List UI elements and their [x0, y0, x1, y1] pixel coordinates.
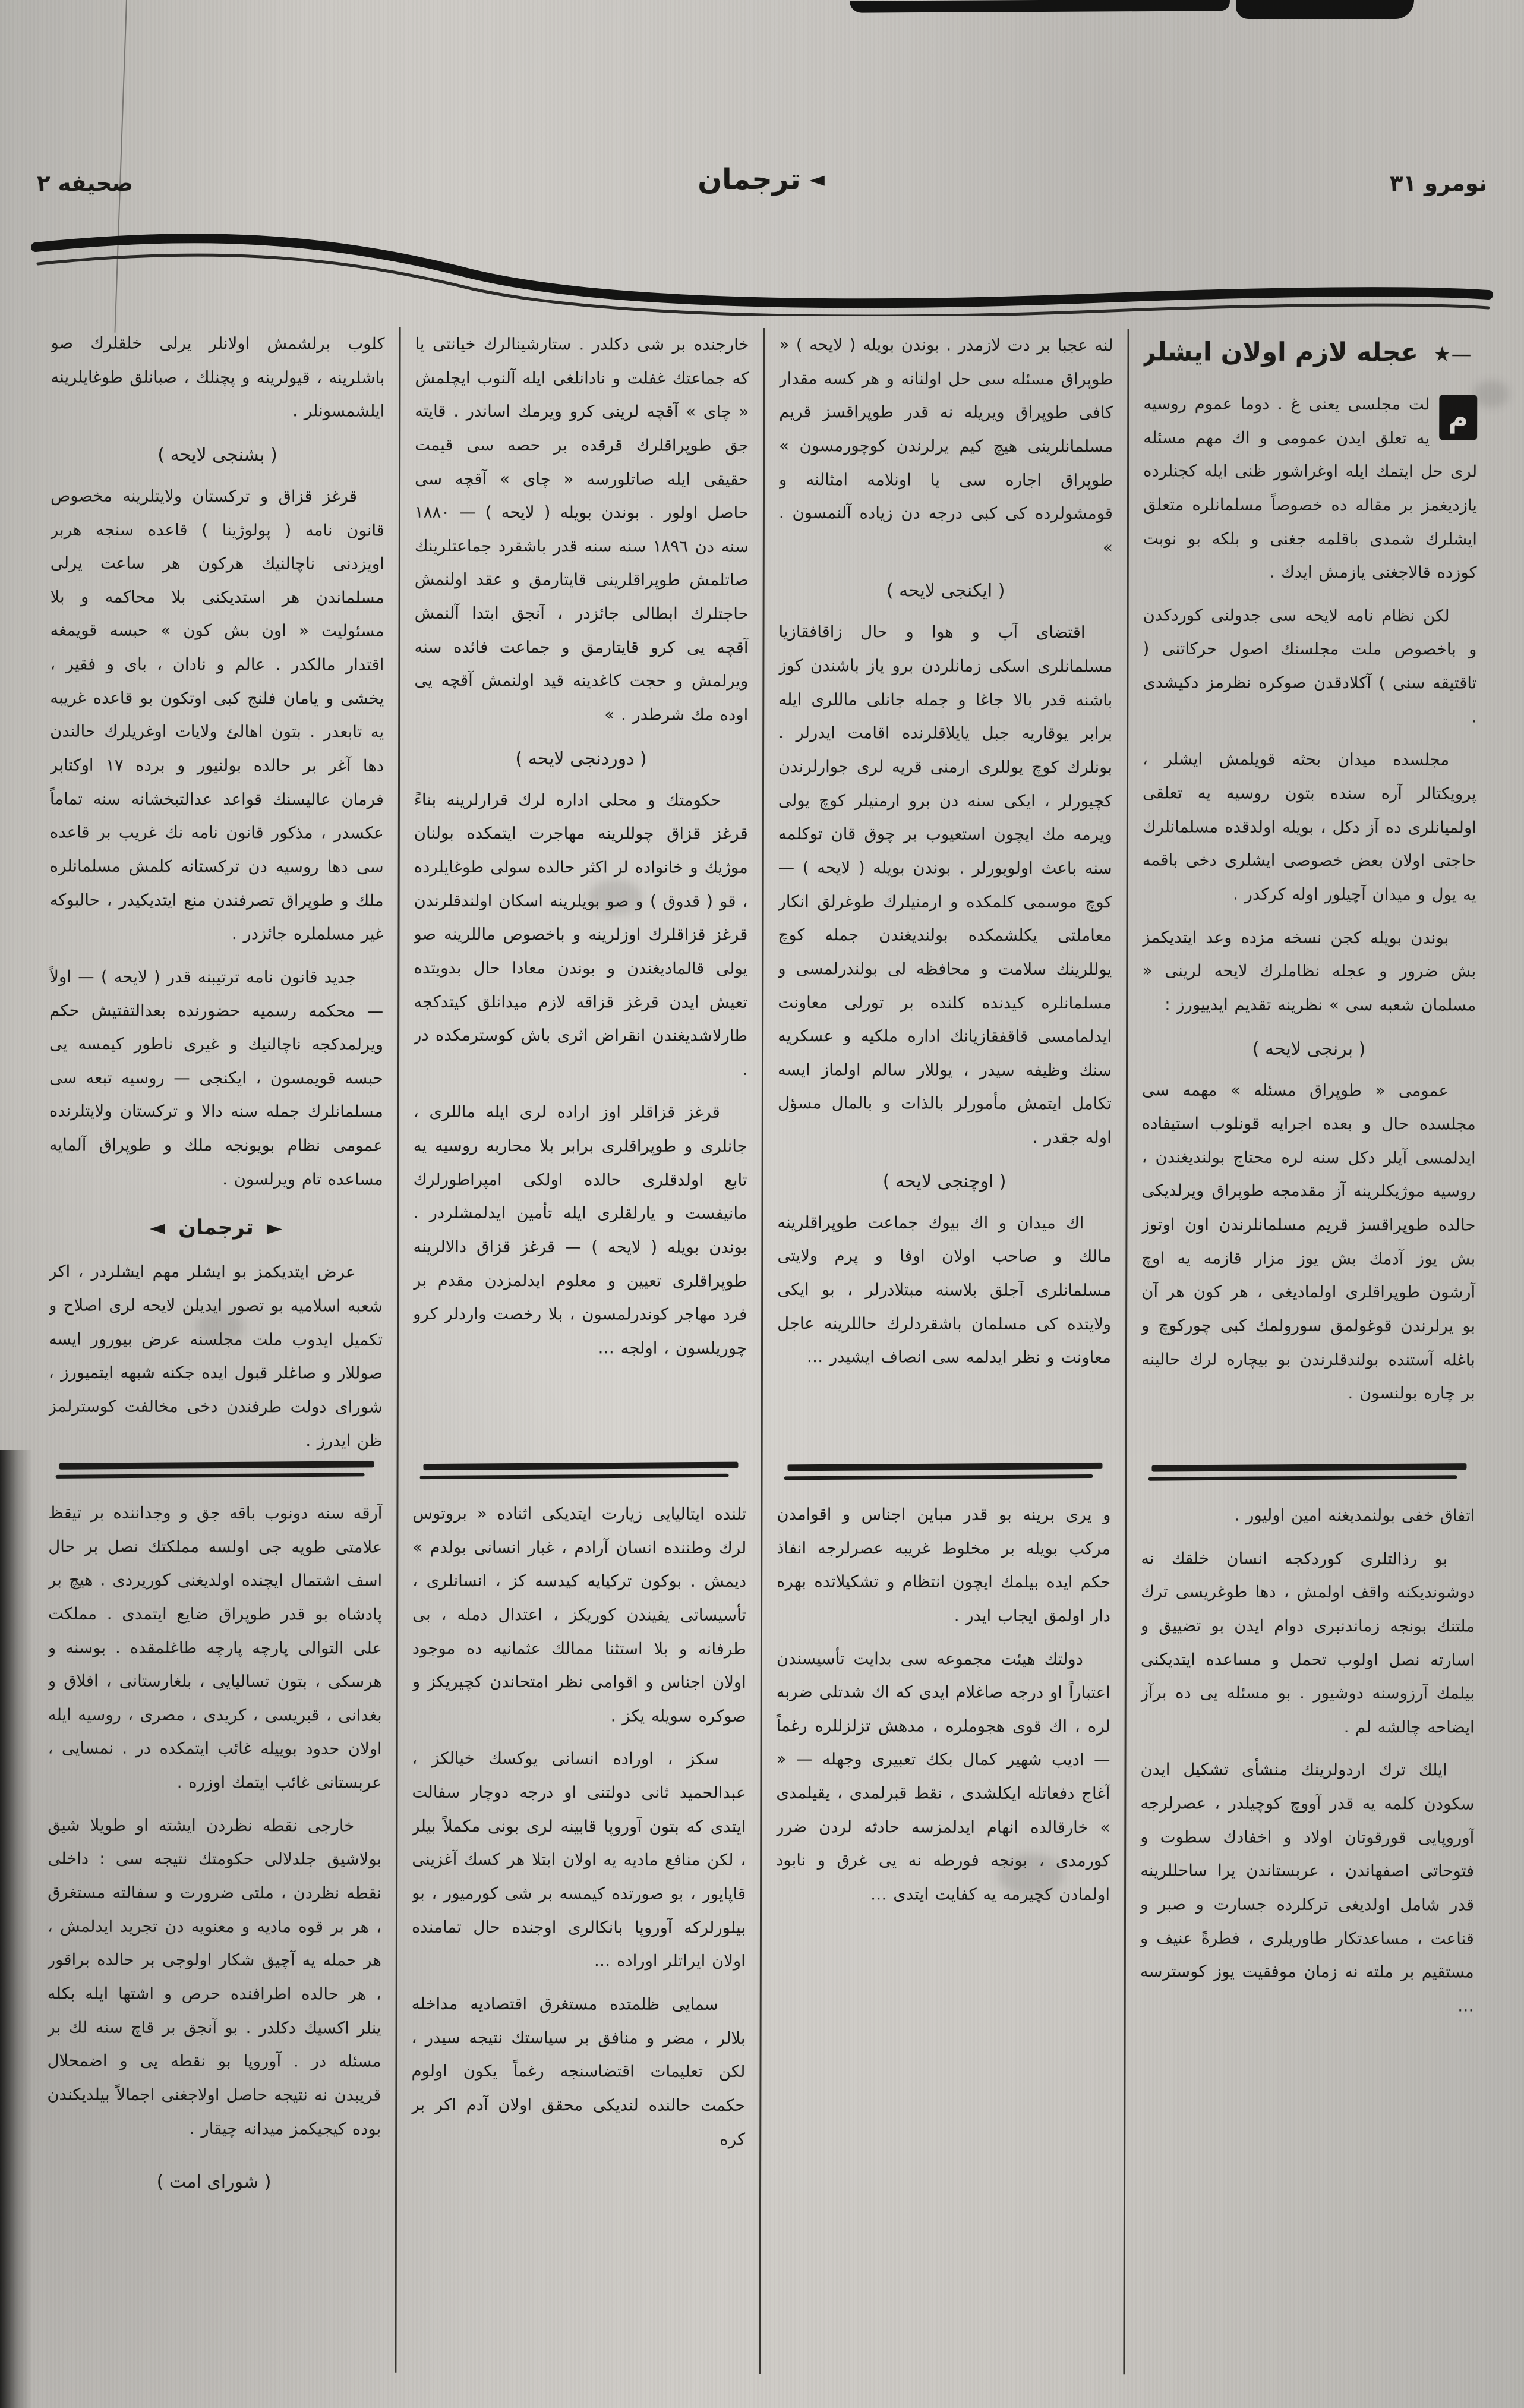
article-paragraph: لنه عجبا بر دت لازمدر . بوندن بويله ( لايحه ) « طوپراق مسئله سى حل اولنانه و هر كسه مقدار كافى طوپراق ويريله نه قدر طوپراقسز قريم مسلمانلرينى هيچ كيم يرلرندن كوچورمسون » طوپراق اجاره سى يا اونلامه امثالنه و قومشولرده كى كبى درجه دن زياده آلنمسون . » [778, 335, 1113, 557]
column-1-rightmost [1123, 329, 1491, 2375]
layiha-heading-fourth: ( دوردنجى لايحه ) [515, 748, 647, 770]
section-separator [51, 1458, 380, 1488]
tercuman-subhead [49, 1216, 383, 1240]
article-paragraph [1143, 387, 1478, 590]
masthead [37, 130, 1487, 196]
article-paragraph: ايلك ترك اردولرينك منشأى تشكيل ايدن سكودن كلمه يه قدر آووچ كوچيلدر ، عصرلرجه آوروپايى قورقوتان اولاد و اخفادك سطوت و فتوحاتى اصفهاندن ، عربستاندن يرا ساحللرينه قدر شامل اولديغى تركلرده جسارت و صبر و قناعت ، مساعدتكار طاوريلرى ، فطرةً عنيف و مستقيم بر ملته نه زمان موفقيت يوز كوسترسه … [1140, 1760, 1475, 2016]
lower-article [46, 1492, 382, 2372]
article-paragraph: قرغز قزاق و تركستان ولايتلرينه مخصوص قانون نامه ( پولوژينا ) قاعده سنجه هربر اويزدنى ناچالنيك هركون هر ساعت يرلى مسلماندن هر استديكنى بلا محاكمه و بلا مسئوليت « اون بش كون » حبسه قويمغه اقتدار مالكدر . عالم و نادان ، باى و فقير ، يخشى و يامان فلنج كبى اوتكون بو قاعده غريبه يه تابعدر . بتون اهالئ ولايات اوغريلرك حالندن دها آغر بر حالده بولنيور و برده ١٧ اوكتابر فرمان عاليسنك قواعد عدالتبخشانه سنه تماماً عكسدر ، مذكور قانون نامه نك غريب بر قاعده سى دها روسيه دن تركستانه كلمش مسلمانلره ملك و طوپراق تصرفندن منع ايتديكيدر ، حالبوكه غير مسلملره جائزدر . [49, 486, 384, 944]
article-paragraph: مجلسده ميدان بحثه قويلمش ايشلر ، پرويكتالر آره سنده بتون روسيه يه تعلقى اولميانلرى ده آز دكل ، بويله اولدقده مسلمانلرك حاجتى اولان بعض خصوصى ايشلرى دخى باقمه يه يول و ميدان آچيلور اوله كركدر . [1142, 749, 1476, 904]
scan-blob-top-right [1236, 0, 1414, 19]
article-headline [1143, 337, 1477, 367]
article-paragraph: اتفاق خفى بولنمديغنه امين اوليور . [1234, 1505, 1475, 1526]
lower-article [411, 1493, 746, 2374]
paragraph-text: لت مجلسى يعنى غ . دوما عموم روسيه يه تعلق ايدن عمومى و اك مهم مسئله لرى حل ايتمك ايله اوغراشور ظنى ايله كجنلرده يازديغمز بر مقاله ده خصوصاً مسلمانلره متعلق ايشلرك شمدى باقلمه جغنى و بلكه بو نوبت كوزده قالاجغنى يازمش ايدك . [1143, 394, 1478, 582]
layiha-heading-fifth: ( بشنجى لايحه ) [157, 444, 277, 466]
article-paragraph: حكومتك و محلى اداره لرك قرارلرينه بناءً قرغز قزاق چوللرينه مهاجرت ايتمكده بولنان موژيك و خانواده لر اكثر حالده سولى طوغايلرده ، قو ( قدوق ) و صو بويلرينه اسكان اولندقلرندن قرغز قزاقلرك اوزلرينه و باخصوص ماللرينه صو يولى قالماديغندن و بوندن معادا حال بدويتده تعيش ايدن قرغز قزاقه لازم ميدانلق كيتدكجه طارلاشديغندن انقراض اثرى باش كوسترمكده در . [414, 790, 748, 1079]
drop-cap-initial: م [1439, 395, 1477, 440]
article-paragraph: دولتك هيئت مجموعه سى بدايت تأسيسندن اعتباراً او درجه صاغلام ايدى كه اك شدتلى ضربه لره ، اك قوى هجوملره ، مدهش تزلزللره رغماً — اديب شهير كمال بكك تعبيرى وجهله — « آغاج دفعاتله ايكلشدى ، نقط قبرلمدى ، يقيلمدى » خارقالده انهام ايدلمزسه حادثه لردن ضرر كورمدى ، بونجه فورطه نه يى غرق و نابود اولمادن كچيرمه يه كفايت ايتدى … [776, 1649, 1110, 1905]
article-urgent-matters [1141, 329, 1478, 1458]
subhead-leaf-icon-right: ► [266, 1216, 283, 1240]
section-separator [779, 1460, 1108, 1490]
article-paragraph: كلوب برلشمش اولانلر يرلى خلقلرك صو باشلرينه ، قيولرينه و پچنلك ، صبانلق طوغايلرينه ايلشمسونلر . [51, 333, 385, 421]
layiha-heading-first: ( برنجى لايحه ) [1252, 1038, 1366, 1060]
masthead-rule [30, 227, 1494, 316]
newspaper-title [698, 163, 825, 196]
article-paragraph: جديد قانون نامه ترتيبنه قدر ( لايحه ) — اولاً — محكمه رسميه حضورنده بعدالتفتيش حكم ويرلمدكجه ناچالنيك و غيرى ناطور كيمسه يى حبسه قويمسون ، ايكنجى — روسيه تبعه سى مسلمانلرك جمله سنه دالا و تركستان ولايتلرنده عمومى نظام بويونجه ملك و طوپراق آلمايه مساعده تام ويرلسون . [49, 967, 384, 1189]
article-paragraph: بوندن بويله كجن نسخه مزده وعد ايتديكمز بش ضرور و عجله نظاملرك لايحه لرينى « مسلمان شعبه سى » نظرينه تقديم ايدييورز : [1142, 927, 1476, 1015]
binding-shadow-left [0, 1450, 32, 2408]
article-paragraph: عرض ايتديكمز بو ايشلر مهم ايشلردر ، اكر شعبه اسلاميه بو تصور ايديلن لايحه لرى اصلاح و تكميل ايدوب ملت مجلسنه عرض بيورور ايسه صوللار و صاغلر قبول ايده جكنه شبهه ايتميورز ، شوراى دولت طرفندن دخى مخالفت كوسترلمز ظن ايدرز . [48, 1262, 383, 1451]
article-continuation [413, 327, 749, 1457]
article-paragraph: اقتضاى آب و هوا و حال زاقافقازيا مسلمانلرى اسكى زمانلردن برو ياز باشندن كوز باشنه قدر بالا جاغا و جمله جانلى ماللرى ايله برابر يوقاريه جبل يايلاقلرنده اقامت ايدرلر . بونلرك كوچ يوللرى ارمنى قريه لرى جوارلرندن كچيورلر ، ايكى سنه دن برو ارمنيلر كوچ يولى ويرمه مك ايچون استعيوب بر چوق قان توكلمه سنه باعث اولويورلر . بوندن بويله ( لايحه ) — كوچ موسمى كلمكده و ارمنيلرك طوغرلق انكار معاملتى يكلشمكده بولنديغندن جمله كوچ يوللرينك سلامت و محافظه لى بولندرلمسى و مسلمانلره كيدنده كلنده بر تورلى معاونت ايدلمامسى قاقفقازيانك اداره ملكيه و عسكريه سنك وظيفه سيدر ، يوللار سالم اولماز ايسه تكامل ايتمش مأمورلر بالذات و بالمال مسؤل اوله جقدر . [777, 622, 1113, 1148]
article-continuation [777, 328, 1113, 1458]
article-paragraph: اك ميدان و اك بيوك جماعت طوپراقلرينه مالك و صاحب اولان اوفا و پرم ولايتى مسلمانلرى آجلق بلاسنه مبتلادرلر ، بو ايكى ولايتده كى مسلمان باشقردلرك حاللرينه عاجل معاونت و نظر ايدلمه سى انصاف ايشيدر … [777, 1212, 1112, 1367]
article-paragraph: تلنده ايتاليايى زيارت ايتديكى اثناده « بروتوس لرك وطننده انسان آرادم ، غبار انسانى بولدم » ديمش . بوكون تركيايه كيدسه كز ، انسانلرى ، تأسيساتى يقيندن كوريكز ، اعتدال دمله ، بى طرفانه و بلا استثنا ممالك عثمانيه ده موجود اولان اجناس و اقوامى نظر امتحاندن كچيريكز و صوكره سويله يكز . [412, 1504, 747, 1726]
lower-article [775, 1494, 1110, 2374]
layiha-heading-second: ( ايكنجى لايحه ) [886, 580, 1005, 602]
article-paragraph: سمايى ظلمتده مستغرق اقتصاديه مداخله بلالر ، مضر و منافق بر سياستك نتيجه سيدر ، لكن تعليمات اقتضاسنجه رغماً يكون اولوم حكمت حالنده لنديكى محقق اولان آدم اكر بر كره [411, 1994, 746, 2149]
headline-rosette-icon-right: ★— [1433, 342, 1472, 367]
article-paragraph: عمومى « طوپراق مسئله » مهمه سى مجلسده حال و بعده اجرايه قونلوب استيفاده ايدلمسى آيلر دكل سنه لره محتاج بولنديغندن ، روسيه موژيكلرينه آز مقدمجه طوپراق ويرلديكى حالده طوپراقسز قريم مسلمانلرندن اون اوتوز بش يوز آدمك بش يوز مزار قازمه يه اوچ آرشون طوپراقلرى اولماديغى ، هر كون هر آن بو يرلرندن قوغولمق سورولمك كبى چوركوچ و باغله آستنده بولندقلرندن بو بيچاره لرك حالينه بر چاره بولنسون . [1141, 1080, 1476, 1403]
section-separator [1143, 1461, 1472, 1490]
article-paragraph: لكن نظام نامه لايحه سى جدولنى كوردكدن و باخصوص ملت مجلسنك اصول حركاتنى ( تاقتيقه سنى ) آكلادقدن صوكره نظرمز دكيشدى . [1143, 606, 1477, 727]
scan-blob-top [850, 0, 1230, 13]
article-paragraph: و يرى برينه بو قدر مباين اجناس و اقوامدن مركب بويله بر مخلوط غريبه عصرلرجه انفاذ حكم ايده بيلمك ايچون انتظام و تشكيلاتده بهره دار اولمق ايجاب ايدر . [777, 1505, 1111, 1626]
article-paragraph: خارجنده بر شى دكلدر . ستارشينالرك خيانتى يا كه جماعتك غفلت و نادانلغى ايله آلنوب ايچلمش « چاى » آقچه لرينى كرو ويرمك اساندر . قايته جق طوپراقلرك قرقده بر حصه سى قيمت حقيقى ايله صاتلورسه « چاى » آقچه سى حاصل اولور . بوندن بويله ( لايحه ) — ١٨٨٠ سنه دن ١٨٩٦ سنه سنه قدر باشقرد جماعتلرينك صاتلمش طوپراقلرينى قايتارمق و عقد اولنمش حاجتلرك ابطالى جائزدر ، آنجق ابتدا آلنمش آقچه يى كرو قايتارمق و جماعت فائده سنه ويرلمش و حجت كاغدينه قيد اولنمش آقچه يى اوده مك شرطدر . » [414, 334, 749, 724]
columns-area [32, 326, 1491, 2375]
column-3 [395, 327, 763, 2374]
issue-number-label: نومرو ٣١ [1389, 171, 1487, 196]
article-paragraph: بو رذالتلرى كوردكجه انسان خلقك نه دوشونديكنه واقف اولمش ، دها طوغريسى ترك ملتنك بونجه زماندنبرى دوام ايدن بو تضييق و اسارته نصل اولوب تحمل و مساعده ايتديكنى بيلمك آرزوسنه دوشيور . بو مسئله يى ده برآز ايضاحه چالشه لم . [1140, 1548, 1475, 1737]
article-paragraph: سكز ، اوراده انسانى يوكسك خيالكز ، عبدالحميد ثانى دولتنى او درجه دوچار سفالت ايتدى كه بتون آوروپا قابينه لرى بونى مكملاً بيلر ، لكن منافع ماديه يه اولان ابتلا هر كسك آغزينى قاپايور ، بو صورتده كيمسه بر شى كورميور ، بو بيلورلركه آوروپا بانكالرى اوجنده حال تمامنده اولان ايراتلر اوراده … [411, 1749, 746, 1971]
article-paragraph: خارجى نقطه نظردن ايشته او طويلا شيق بولاشيق جلدلالى حكومتك نتيجه سى : داخلى نقطه نظردن ، ملتى ضرورت و سفالته مستغرق ، هر بر قوه ماديه و معنويه دن تجريد ايدلمش ، هر حمله يه آچيق شكار اولوجى بر حالده براقور ، هر حالده اطرافنده حرص و اشتها ايله بكله ينلر اكسيك دكلدر . بو آنجق بر قاچ سنه لك بر مسئله در . آوروپا بو نقطه يى و اضمحلال قريبدن نه نتيجه حاصل اولاجغنى اجمالاً بيلديكندن بوده كيجيكمز ميدانه چيقار . [47, 1816, 382, 2139]
column-4-leftmost [32, 326, 399, 2372]
masthead-leaf-icon: ◄ [809, 168, 825, 191]
article-continuation [49, 326, 385, 1456]
signature-line: ( شوراى امت ) [156, 2171, 272, 2193]
section-separator [415, 1460, 744, 1489]
column-2 [759, 328, 1127, 2374]
subhead-leaf-icon-left: ◄ [149, 1216, 165, 1240]
newspaper-title-text: ترجمان [698, 163, 801, 196]
lower-article [1139, 1495, 1475, 2375]
subhead-text: ترجمان [178, 1216, 254, 1240]
headline-text: عجله لازم اولان ايشلر [1141, 337, 1419, 368]
article-paragraph: قرغز قزاقلر اوز اراده لرى ايله ماللرى ، جانلرى و طوپراقلرى برابر بلا محاربه روسيه يه تابع اولدقلرى حالده اولكى امپراطورلرك مانيفست و يارلقلرى ايله تأمين ايدلمشلردر . بوندن بويله ( لايحه ) — قرغز قزاق دالالرينه طوپراقلرى تعيين و معلوم ايدلمزدن مقدم بر فرد مهاجر كوندرلمسون ، بلا رخصت واردلر كرو چوريلسون ، اولجه … [413, 1102, 747, 1358]
layiha-heading-third: ( اوچنجى لايحه ) [882, 1171, 1006, 1192]
article-paragraph: آرقه سنه دونوب باقه جق و وجداننده بر تيقظ علامتى طويه جى اولسه مملكتك نصل بر حال اسف اشتمال ايچنده اولديغنى كوريردى . هيچ بر پادشاه بو قدر طوپراق ضايع ايتمدى . مملكت على التوالى پارچه پارچه طاغلمقده . بوسنه و هرسكى ، بتون تساليايى ، بلغارستانى ، افلاق و بغدانى ، قبريسى ، كريدى ، مصرى ، روسيه ايله اولان حدود بوييله غائب ايتمكده در . نمسايى ، عربستانى غائب ايتمك اوزره . [48, 1503, 383, 1792]
page-number-label: صحيفه ٢ [37, 171, 134, 196]
